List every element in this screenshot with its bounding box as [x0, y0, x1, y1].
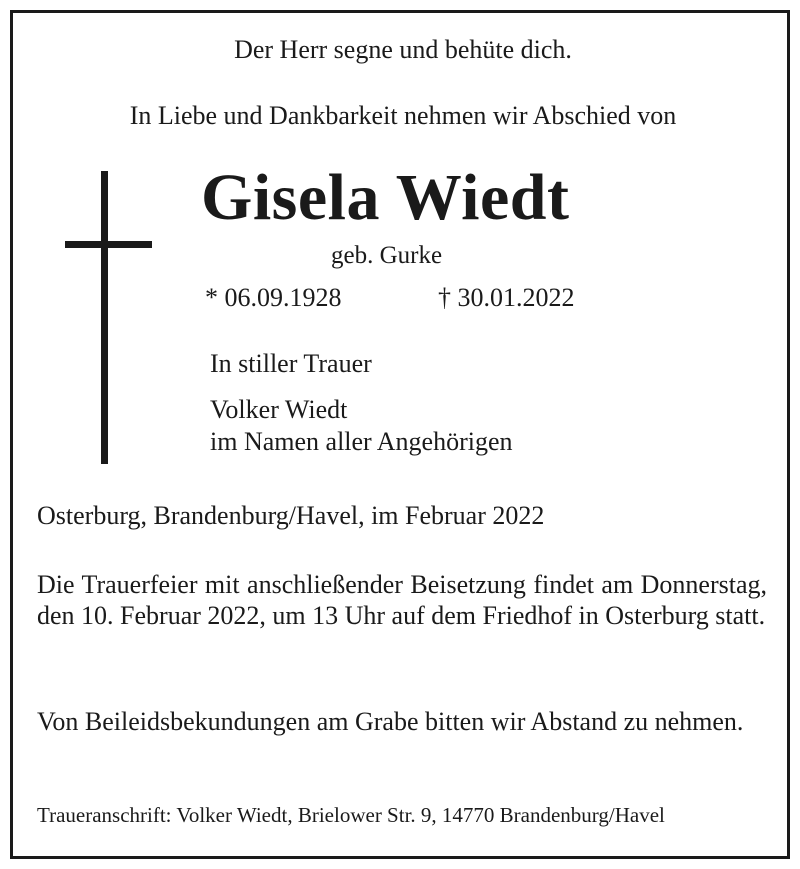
birth-name: geb. Gurke [331, 242, 443, 269]
farewell-intro: In Liebe und Dankbarkeit nehmen wir Abschied von [129, 101, 677, 130]
place-and-date: Osterburg, Brandenburg/Havel, im Februar 2022 [37, 501, 545, 530]
cross-icon-vertical [101, 171, 108, 464]
birth-date: * 06.09.1928 [205, 283, 342, 312]
death-date: † 30.01.2022 [438, 283, 575, 312]
mourning-line: In stiller Trauer [210, 349, 372, 378]
obituary-frame [10, 10, 790, 859]
cross-icon-horizontal [65, 241, 152, 248]
deceased-name: Gisela Wiedt [201, 161, 570, 234]
condolence-notice: Von Beileidsbekundungen am Grabe bitten wir Abstand zu nehmen. [37, 707, 744, 736]
mourner-name: Volker Wiedt [210, 395, 348, 424]
mourning-address: Traueranschrift: Volker Wiedt, Brielower Str. 9, 14770 Brandenburg/Havel [37, 803, 665, 827]
funeral-notice: Die Trauerfeier mit anschließender Beisetzung findet am Donnerstag, den 10. Februar 2022, um 13 Uhr auf dem Friedhof in Osterburg statt. [37, 570, 767, 630]
mourner-relatives: im Namen aller Angehörigen [210, 427, 513, 456]
blessing-line: Der Herr segne und behüte dich. [234, 35, 572, 64]
